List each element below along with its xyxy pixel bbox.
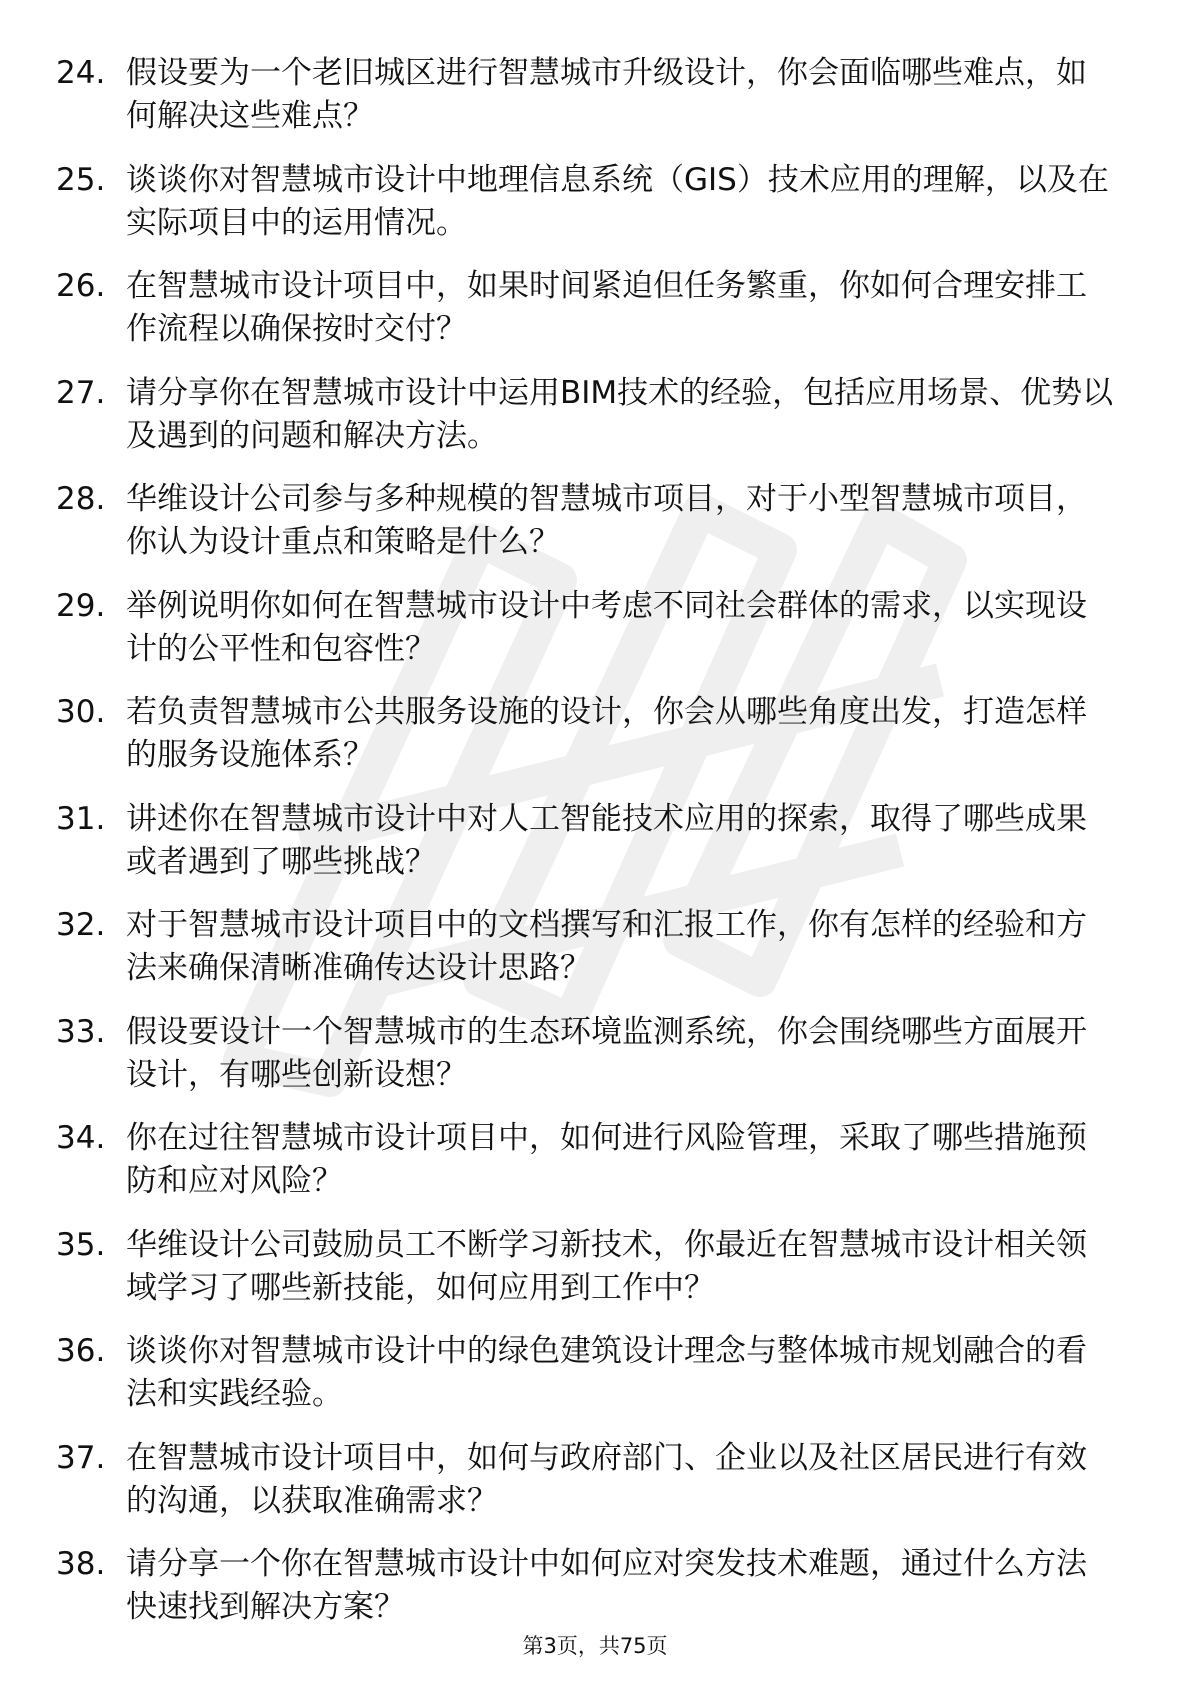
question-number: 24.	[56, 55, 106, 91]
question-item	[56, 478, 1116, 564]
question-item	[56, 904, 1116, 990]
question-text: 举例说明你如何在智慧城市设计中考虑不同社会群体的需求，以实现设计的公平性和包容性？	[126, 587, 1087, 667]
question-list	[56, 52, 1116, 1650]
question-item	[56, 1224, 1116, 1310]
question-number: 34.	[56, 1120, 106, 1156]
question-item	[56, 1543, 1116, 1629]
question-text: 讲述你在智慧城市设计中对人工智能技术应用的探索，取得了哪些成果或者遇到了哪些挑战？	[126, 800, 1087, 880]
question-text: 谈谈你对智慧城市设计中地理信息系统（GIS）技术应用的理解，以及在实际项目中的运用情况。	[126, 161, 1109, 241]
question-item	[56, 159, 1116, 245]
question-text: 华维设计公司参与多种规模的智慧城市项目，对于小型智慧城市项目，你认为设计重点和策略是什么？	[126, 481, 1087, 560]
question-item	[56, 265, 1116, 351]
question-number: 33.	[56, 1013, 106, 1050]
question-text: 假设要为一个老旧城区进行智慧城市升级设计，你会面临哪些难点，如何解决这些难点？	[126, 55, 1087, 134]
question-text: 在智慧城市设计项目中，如何与政府部门、企业以及社区居民进行有效的沟通，以获取准确需求？	[126, 1439, 1087, 1519]
question-number: 25.	[56, 161, 106, 198]
question-number: 31.	[56, 800, 106, 837]
question-number: 36.	[56, 1333, 106, 1369]
question-item	[56, 52, 1116, 138]
question-item	[56, 585, 1116, 671]
question-item	[56, 1437, 1116, 1523]
question-text: 假设要设计一个智慧城市的生态环境监测系统，你会围绕哪些方面展开设计，有哪些创新设想？	[126, 1013, 1087, 1093]
page-number-label: 第3页，共75页	[522, 1634, 668, 1658]
page-footer	[0, 1630, 1190, 1660]
question-item	[56, 1117, 1116, 1203]
question-item	[56, 691, 1116, 777]
question-number: 32.	[56, 907, 106, 943]
question-item	[56, 1330, 1116, 1416]
question-number: 37.	[56, 1439, 106, 1476]
question-text: 你在过往智慧城市设计项目中，如何进行风险管理，采取了哪些措施预防和应对风险？	[126, 1120, 1087, 1199]
question-text: 请分享一个你在智慧城市设计中如何应对突发技术难题，通过什么方法快速找到解决方案？	[126, 1546, 1087, 1625]
question-text: 在智慧城市设计项目中，如果时间紧迫但任务繁重，你如何合理安排工作流程以确保按时交付？	[126, 268, 1087, 347]
question-text: 华维设计公司鼓励员工不断学习新技术，你最近在智慧城市设计相关领域学习了哪些新技能，如何应用到工作中？	[126, 1226, 1087, 1306]
question-text: 对于智慧城市设计项目中的文档撰写和汇报工作，你有怎样的经验和方法来确保清晰准确传达设计思路？	[126, 907, 1087, 986]
question-number: 38.	[56, 1546, 106, 1582]
question-number: 26.	[56, 268, 106, 304]
question-text: 谈谈你对智慧城市设计中的绿色建筑设计理念与整体城市规划融合的看法和实践经验。	[126, 1333, 1087, 1412]
question-number: 29.	[56, 587, 106, 624]
question-item	[56, 798, 1116, 884]
question-item	[56, 1011, 1116, 1097]
question-number: 35.	[56, 1226, 106, 1263]
question-number: 28.	[56, 481, 106, 517]
question-text: 请分享你在智慧城市设计中运用BIM技术的经验，包括应用场景、优势以及遇到的问题和解决方法。	[126, 374, 1114, 454]
question-item	[56, 372, 1116, 458]
question-number: 30.	[56, 694, 106, 730]
question-text: 若负责智慧城市公共服务设施的设计，你会从哪些角度出发，打造怎样的服务设施体系？	[126, 694, 1087, 773]
question-number: 27.	[56, 374, 106, 411]
